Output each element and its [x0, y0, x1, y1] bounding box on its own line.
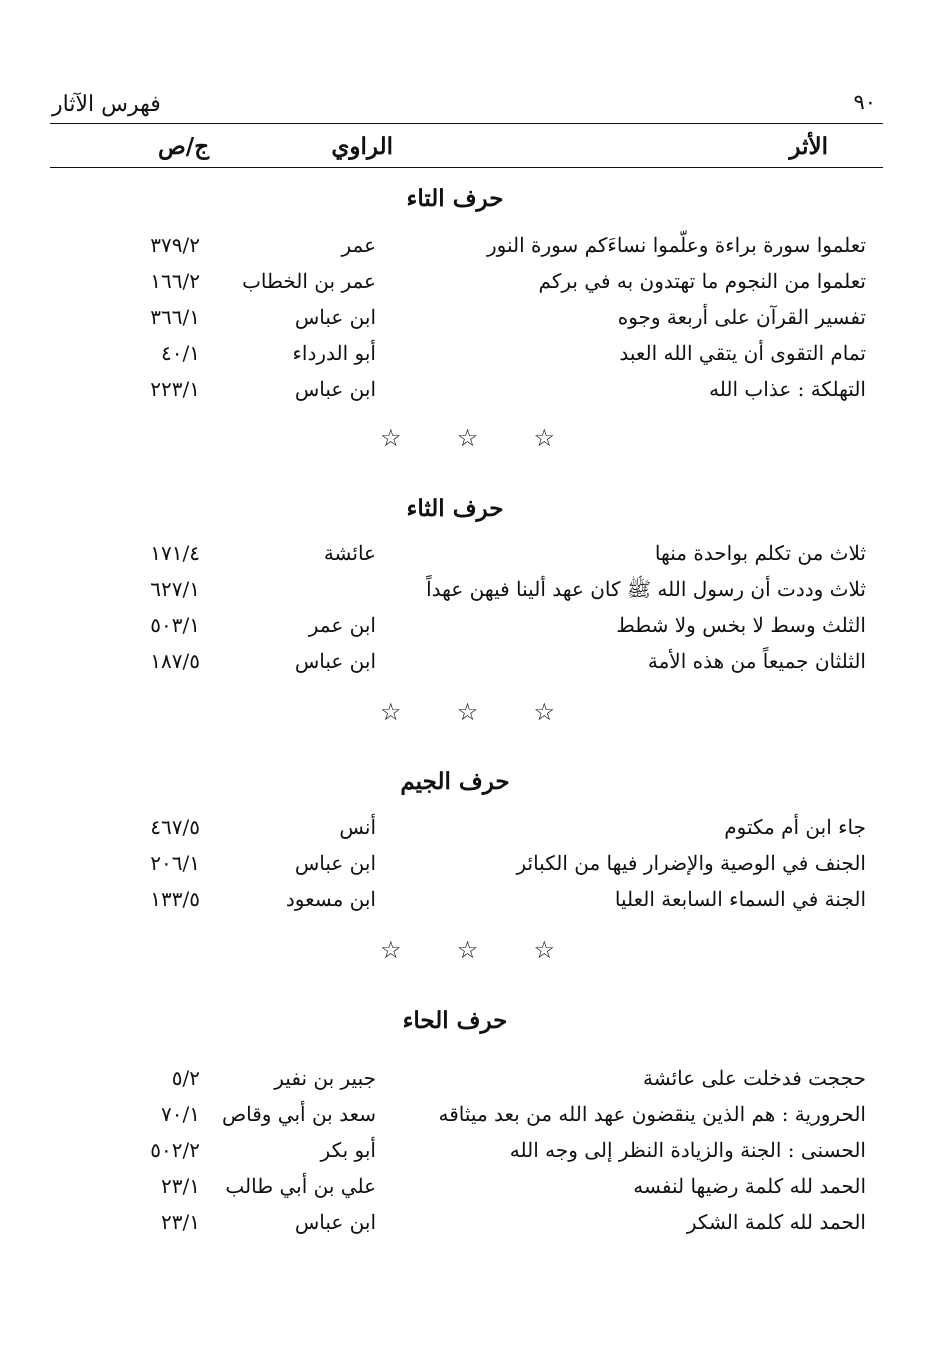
header-rule	[50, 123, 883, 124]
star-icon: ☆	[456, 698, 479, 726]
narrator-name: سعد بن أبي وقاص	[221, 1102, 376, 1126]
athar-text: الجنة في السماء السابعة العليا	[614, 887, 866, 911]
volume-page-ref: ٦٢٧/١	[150, 577, 200, 601]
column-heading-rule	[50, 167, 883, 168]
athar-text: ثلاث وددت أن رسول الله ﷺ كان عهد ألينا فيهن عهداً	[426, 577, 866, 601]
narrator-name: ابن عباس	[294, 851, 376, 875]
table-row	[0, 541, 946, 575]
athar-text: حججت فدخلت على عائشة	[643, 1066, 866, 1090]
volume-page-ref: ٢٢٣/١	[150, 377, 200, 401]
table-row	[0, 341, 946, 375]
narrator-name: علي بن أبي طالب	[225, 1174, 376, 1198]
narrator-name: ابن مسعود	[285, 887, 376, 911]
narrator-name: ابن عمر	[308, 613, 376, 637]
section-separator	[380, 698, 555, 726]
athar-text: ثلاث من تكلم بواحدة منها	[654, 541, 866, 565]
athar-text: تمام التقوى أن يتقي الله العبد	[619, 341, 866, 365]
star-icon: ☆	[533, 936, 555, 964]
star-icon: ☆	[380, 424, 402, 452]
athar-text: تعلموا سورة براءة وعلّموا نساءَكم سورة النور	[486, 233, 866, 257]
volume-page-ref: ٤٦٧/٥	[150, 815, 200, 839]
narrator-name: عمر بن الخطاب	[242, 269, 376, 293]
volume-page-ref: ٢٠٦/١	[150, 851, 200, 875]
narrator-name: ابن عباس	[294, 1210, 376, 1234]
section-title-jeem: حرف الجيم	[400, 768, 510, 795]
volume-page-ref: ١٧١/٤	[150, 541, 200, 565]
section-separator	[380, 424, 555, 452]
athar-text: الثلثان جميعاً من هذه الأمة	[647, 649, 866, 673]
table-row	[0, 233, 946, 267]
table-row	[0, 887, 946, 921]
table-row	[0, 577, 946, 611]
table-row	[0, 1066, 946, 1100]
volume-page-ref: ٢٣/١	[161, 1210, 200, 1234]
athar-text: التهلكة : عذاب الله	[709, 377, 866, 401]
athar-text: الحسنى : الجنة والزيادة النظر إلى وجه الله	[509, 1138, 866, 1162]
volume-page-ref: ٣٦٦/١	[150, 305, 200, 329]
table-row	[0, 377, 946, 411]
athar-text: جاء ابن أم مكتوم	[724, 815, 866, 839]
volume-page-ref: ٣٧٩/٢	[150, 233, 200, 257]
section-title-thaa: حرف الثاء	[406, 495, 504, 522]
table-row	[0, 1138, 946, 1172]
star-icon: ☆	[456, 936, 479, 964]
athar-text: تعلموا من النجوم ما تهتدون به في بركم	[538, 269, 866, 293]
table-row	[0, 851, 946, 885]
narrator-name: ابن عباس	[294, 649, 376, 673]
narrator-name: عمر	[341, 233, 376, 257]
volume-page-ref: ١٦٦/٢	[150, 269, 200, 293]
narrator-name: ابن عباس	[294, 377, 376, 401]
athar-text: الحمد لله كلمة رضيها لنفسه	[633, 1174, 866, 1198]
athar-text: الحمد لله كلمة الشكر	[686, 1210, 866, 1234]
athar-text: الحرورية : هم الذين ينقضون عهد الله من بعد ميثاقه	[438, 1102, 866, 1126]
narrator-name: أبو الدرداء	[292, 341, 376, 365]
section-title-taa: حرف التاء	[406, 185, 504, 212]
table-row	[0, 815, 946, 849]
column-heading-athar: الأثر	[789, 133, 828, 160]
athar-text: الثلث وسط لا بخس ولا شطط	[616, 613, 866, 637]
table-row	[0, 269, 946, 303]
volume-page-ref: ٤٠/١	[161, 341, 200, 365]
star-icon: ☆	[380, 936, 402, 964]
narrator-name: أنس	[339, 815, 376, 839]
column-heading-ref: ج/ص	[158, 133, 210, 160]
section-separator	[380, 936, 555, 964]
star-icon: ☆	[533, 424, 555, 452]
narrator-name: ابن عباس	[294, 305, 376, 329]
table-row	[0, 649, 946, 683]
volume-page-ref: ٥/٢	[171, 1066, 200, 1090]
column-heading-narrator: الراوي	[331, 133, 393, 160]
table-row	[0, 1102, 946, 1136]
narrator-name: أبو بكر	[320, 1138, 376, 1162]
star-icon: ☆	[380, 698, 402, 726]
athar-text: تفسير القرآن على أربعة وجوه	[617, 305, 866, 329]
table-row	[0, 1174, 946, 1208]
volume-page-ref: ١٨٧/٥	[150, 649, 200, 673]
volume-page-ref: ١٣٣/٥	[150, 887, 200, 911]
section-title-haa: حرف الحاء	[402, 1007, 508, 1034]
volume-page-ref: ٧٠/١	[161, 1102, 200, 1126]
volume-page-ref: ٥٠٣/١	[150, 613, 200, 637]
star-icon: ☆	[456, 424, 479, 452]
narrator-name: جبير بن نفير	[274, 1066, 376, 1090]
running-title: فهرس الآثار	[52, 92, 161, 117]
page-number: ٩٠	[853, 90, 876, 114]
table-row	[0, 305, 946, 339]
table-row	[0, 1210, 946, 1244]
volume-page-ref: ٥٠٢/٢	[150, 1138, 200, 1162]
table-row	[0, 613, 946, 647]
narrator-name: عائشة	[323, 541, 376, 565]
athar-text: الجنف في الوصية والإضرار فيها من الكبائر	[516, 851, 866, 875]
volume-page-ref: ٢٣/١	[161, 1174, 200, 1198]
star-icon: ☆	[533, 698, 555, 726]
